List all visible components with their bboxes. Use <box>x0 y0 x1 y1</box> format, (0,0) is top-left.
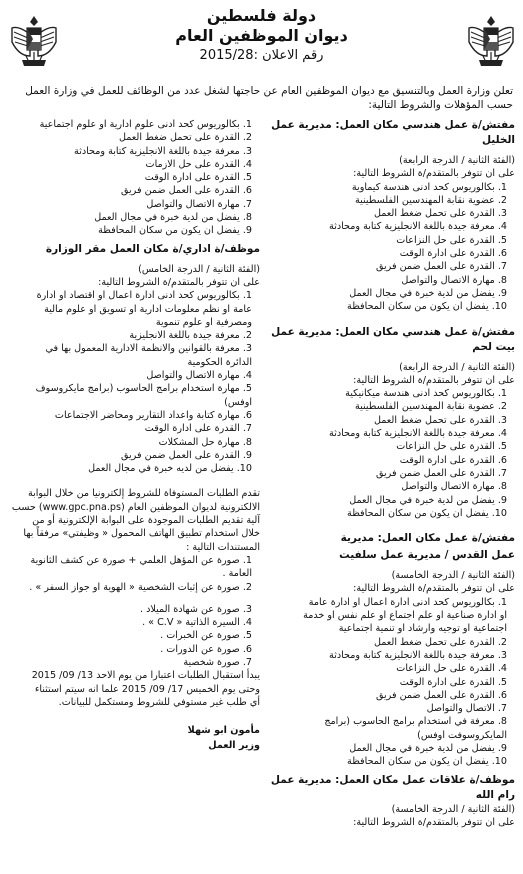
section-grade: (الفئة الثانية / الدرجة الرابعة) <box>399 361 515 373</box>
document-item: 5. صورة عن الخبرات . <box>160 630 252 642</box>
list-item: المايكروسوفت اوفس) <box>417 729 507 741</box>
section-conditions: على ان تتوفر بالمتقدم/ة الشروط التالية: <box>353 168 515 180</box>
document-item: العامة . <box>222 568 252 580</box>
section-grade: (الفئة الثانية / الدرجة الخامس) <box>138 263 260 275</box>
list-item: 5. القدرة على ادارة الوقت <box>144 172 252 184</box>
paragraph-line: تقدم الطلبات المستوفاة للشروط إلكترونيا من خلال البوابة <box>27 488 260 500</box>
list-item: او ادارة صناعية او علم اجتماع او علم نفس او خدمة <box>303 610 507 622</box>
section-grade: (الفئة الثانية / الدرجة الخامسة) <box>391 803 515 815</box>
list-item: 10. يفضل ان يكون من سكان المحافظة <box>347 301 507 313</box>
state-title: دولة فلسطين <box>206 6 317 25</box>
list-item: 4. معرفة جيدة باللغة الانجليزية كتابة ومحادثة <box>329 428 507 440</box>
list-item: 3. معرفة جيدة باللغة الانجليزية كتابة ومحادثة <box>74 145 252 157</box>
list-item: 1. بكالوريوس كحد ادنى ادارة اعمال او ادارة عامة <box>308 596 507 608</box>
section-title: موظف/ة علاقات عمل مكان العمل: مديرية عمل رام الله <box>270 773 515 801</box>
section-title: مفتش/ة عمل هندسي مكان العمل: مديرية عمل بيت لحم <box>271 325 515 353</box>
document-item: 6. صورة عن الدورات . <box>160 643 252 655</box>
section-title: مفتش/ة عمل مكان العمل: مديرية <box>340 532 515 545</box>
signatory-role: وزير العمل <box>208 740 260 752</box>
list-item: 9. يفضل ان يكون من سكان المحافظة <box>98 225 252 237</box>
list-item: عامة او نظم معلومات ادارية او تسويق او علوم مالية <box>44 303 252 315</box>
document-item: 1. صورة عن المؤهل العلمي + صورة عن كشف الثانوية <box>30 554 252 566</box>
list-item: 8. يفضل من لدية خبرة في مجال العمل <box>94 212 252 224</box>
list-item: 7. القدرة على العمل ضمن فريق <box>375 261 507 273</box>
paragraph-line: آلية تقديم الطلبات الموجودة على البوابة الإلكترونية أو من <box>32 515 260 527</box>
list-item: ومصرفية او علوم تنموية <box>155 316 252 328</box>
announcement-number: رقم الاعلان :2015/28 <box>199 48 324 63</box>
section-conditions: على ان تتوفر بالمتقدم/ة الشروط التالية: <box>353 816 515 828</box>
list-item: 6. القدرة على ادارة الوقت <box>399 454 507 466</box>
document-item: 3. صورة عن شهادة الميلاد . <box>140 603 252 615</box>
list-item: 9. يفضل من لدية خبرة في مجال العمل <box>349 287 507 299</box>
list-item: 5. مهارة استخدام برامج الحاسوب (برامج مايكروسوف <box>35 383 252 395</box>
list-item: الدائرة الحكومية <box>187 356 252 368</box>
list-item: 2. عضوية نقابة المهندسين الفلسطينية <box>354 194 507 206</box>
list-item: 6. القدرة على العمل ضمن فريق <box>375 689 507 701</box>
list-item: اجتماعية او توجيه وارشاد او تنمية اجتماعية <box>338 623 507 635</box>
list-item: 4. القدرة على حل النزاعات <box>396 663 507 675</box>
list-item: 9. يفضل من لدية خبرة في مجال العمل <box>349 494 507 506</box>
list-item: 4. مهارة الاتصال والتواصل <box>146 370 252 382</box>
list-item: 3. معرفة جيدة باللغة الانجليزية كتابة ومحادثة <box>329 649 507 661</box>
list-item: 6. مهارة كتابة واعداد التقارير ومحاضر الاجتماعات <box>54 409 252 421</box>
paragraph-line: خلال استخدام تطبيق الهاتف المحمول « وظيفتي» مرفقاً بها <box>23 528 260 540</box>
list-item: 7. القدرة على ادارة الوقت <box>144 423 252 435</box>
section-conditions: على ان تتوفر بالمتقدم/ة الشروط التالية: <box>353 583 515 595</box>
list-item: 5. القدرة على حل النزاعات <box>396 234 507 246</box>
list-item: 4. القدرة على حل الازمات <box>145 158 252 170</box>
list-item: 1. بكالوريوس كحد ادنى علوم ادارية او علوم اجتماعية <box>39 119 252 130</box>
list-item: اوفس) <box>224 396 252 408</box>
list-item: 6. القدرة على العمل ضمن فريق <box>120 185 252 197</box>
signatory-name: مأمون ابو شهلا <box>187 725 260 737</box>
document-item: 2. صورة عن إثبات الشخصية « الهوية او جواز السفر » . <box>29 581 252 593</box>
list-item: 2. معرفة جيدة باللغة الانجليزية <box>129 330 252 342</box>
list-item: 1. بكالوريوس كحد ادنى هندسة ميكانيكية <box>345 388 507 400</box>
list-item: 7. القدرة على العمل ضمن فريق <box>375 467 507 479</box>
list-item: 6. القدرة على ادارة الوقت <box>399 248 507 260</box>
list-item: 3. القدرة على تحمل ضغط العمل <box>373 414 507 426</box>
list-item: 4. معرفة جيدة باللغة الانجليزية كتابة ومحادثة <box>329 221 507 233</box>
list-item: 8. مهارة حل المشكلات <box>158 436 252 448</box>
list-item: 5. القدرة على حل النزاعات <box>396 441 507 453</box>
list-item: 9. يفضل من لدية خبرة في مجال العمل <box>349 742 507 754</box>
dates-line: وحتى يوم الخميس 17/ 09/ 2015 علما انه سيتم استثناء <box>34 683 260 695</box>
list-item: 1. بكالوريوس كحد ادنى هندسة كيماوية <box>351 181 507 193</box>
list-item: 1. بكالوريوس كحد ادنى ادارة اعمال او اقتصاد او ادارة <box>36 290 252 302</box>
list-item: 7. الاتصال والتواصل <box>426 703 507 715</box>
dates-line: يبدأ استقبال الطلبات اعتبارا من يوم الاحد 13/ 09/ 2015 <box>31 670 260 682</box>
list-item: 7. مهارة الاتصال والتواصل <box>146 198 252 210</box>
list-item: 8. مهارة الاتصال والتواصل <box>401 274 507 286</box>
list-item: 3. معرفة بالقوانين والانظمة الادارية المعمول بها في <box>45 343 252 355</box>
section-conditions: على ان تتوفر بالمتقدم/ة الشروط التالية: <box>98 276 260 288</box>
list-item: 9. القدرة على العمل ضمن فريق <box>120 449 252 461</box>
list-item: 10. يفضل ان يكون من سكان المحافظة <box>347 507 507 519</box>
section-grade: (الفئة الثانية / الدرجة الخامسة) <box>391 570 515 582</box>
section-grade: (الفئة الثانية / الدرجة الرابعة) <box>399 155 515 166</box>
list-item: 10. يفضل ان يكون من سكان المحافظة <box>347 756 507 768</box>
list-item: 2. القدرة على تحمل ضغط العمل <box>118 132 252 144</box>
document-item: 4. السيرة الذاتية « C.V » . <box>142 617 252 629</box>
right-column <box>270 118 515 829</box>
list-item: 5. القدرة على ادارة الوقت <box>399 676 507 688</box>
list-item: 3. القدرة على تحمل ضغط العمل <box>373 208 507 220</box>
list-item: 8. مهارة الاتصال والتواصل <box>401 481 507 493</box>
application-paragraph <box>10 487 260 553</box>
paragraph-line: الالكترونية لديوان الموظفين العام (www.gpc.pna.ps) حسب <box>11 501 260 513</box>
announcement-header <box>0 6 523 64</box>
left-column <box>10 118 260 753</box>
section-conditions: على ان تتوفر بالمتقدم/ة الشروط التالية: <box>353 374 515 386</box>
section-title-line2: عمل القدس / مديرية عمل سلفيت <box>339 549 515 562</box>
list-item: 10. يفضل من لديه خبرة في مجال العمل <box>88 463 252 475</box>
bureau-title: ديوان الموظفين العام <box>175 26 348 45</box>
paragraph-line: المستندات التالية : <box>186 541 260 553</box>
list-item: 2. القدرة على تحمل ضغط العمل <box>373 636 507 648</box>
section-title: مفتش/ة عمل هندسي مكان العمل: مديرية عمل الخليل <box>271 119 515 146</box>
intro-paragraph: تعلن وزارة العمل وبالتنسيق مع ديوان الموظفين العام عن حاجتها لشغل عدد من الوظائف للعمل في وزارة العمل حسب المؤهلات والشروط التالية: <box>25 85 513 111</box>
list-item: 8. معرفة في استخدام برامج الحاسوب (برامج <box>324 716 507 728</box>
signature-block <box>10 723 260 753</box>
section-title: موظف/ة اداري/ة مكان العمل مقر الوزارة <box>45 242 260 255</box>
dates-line: أي طلب غير مستوفي للشروط ومستكمل للبيانات. <box>58 696 260 708</box>
list-item: 2. عضوية نقابة المهندسين الفلسطينية <box>354 401 507 413</box>
document-item: 7. صورة شخصية <box>183 656 252 668</box>
